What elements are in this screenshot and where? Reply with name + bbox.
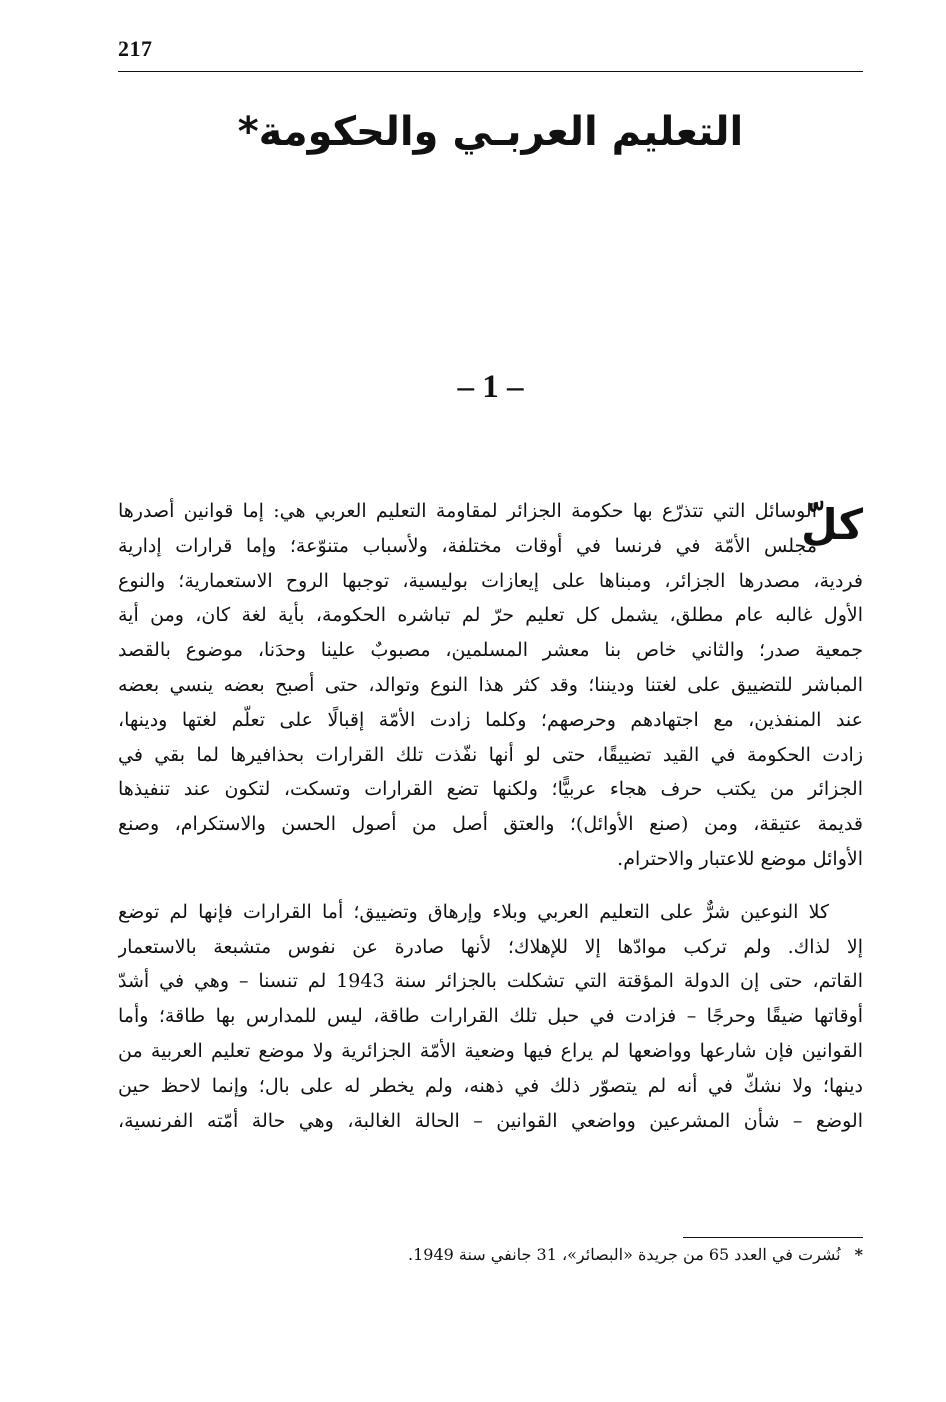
section-number: – 1 – xyxy=(457,369,524,405)
text-line: مجلس الأمّة في فرنسا في أوقات مختلفة، ولأسباب متنوّعة؛ وإما قرارات إدارية xyxy=(118,534,817,557)
paragraph-gap xyxy=(118,877,863,895)
chapter-title: التعليم العربـي والحكومة* xyxy=(237,109,744,155)
text-line: دينها؛ ولا نشكّ في أنه لم يتصوّر ذلك في ذهنه، ولم يخطر له على بال؛ وإنما لاحظ حين xyxy=(118,1074,863,1097)
footnote-text: نُشرت في العدد 65 من جريدة «البصائر»، 31 جانفي سنة 1949. xyxy=(407,1245,841,1264)
drop-cap: كلّ xyxy=(801,500,863,549)
text-line: إلا لذاك. ولم تركب موادّها إلا للإهلاك؛ لأنها صادرة عن نفوس متشبعة بالاستعمار xyxy=(118,935,863,958)
footnote-rule xyxy=(683,1237,863,1238)
text-line: كلا النوعين شرٌّ على التعليم العربي وبلاء وإرهاق وتضييق؛ أما القرارات فإنها لم توضع xyxy=(118,900,829,923)
text-line: فردية، مصدرها الجزائر، ومبناها على إيعازات بوليسية، توجبها الروح الاستعمارية؛ والنوع xyxy=(118,569,863,592)
body-text xyxy=(118,494,863,1138)
paragraph-1 xyxy=(118,494,863,877)
text-line: الأول غالبه عام مطلق، يشمل كل تعليم حرّ لم تباشره الحكومة، بأية لغة كان، ومن أية xyxy=(118,604,863,627)
footnote xyxy=(330,1240,863,1270)
footnote-marker: * xyxy=(854,1245,863,1264)
page-number: 217 xyxy=(118,36,153,61)
text-line: الأوائل موضع للاعتبار والاحترام. xyxy=(617,847,863,870)
drop-cap-lines xyxy=(118,494,863,564)
text-line: جمعية صدر؛ والثاني خاص بنا معشر المسلمين، مصبوبٌ علينا وحدَنا، موضوع بالقصد xyxy=(118,639,863,662)
text-line: الوسائل التي تتذرّع بها حكومة الجزائر لمقاومة التعليم العربي هي: إما قوانين أصدرها xyxy=(118,500,817,522)
text-line: أوقاتها ضيقًا وحرجًا – فزادت في حبل تلك القرارات طاقة، ليس للمدارس بها طاقة؛ وأما xyxy=(118,1005,863,1028)
text-line: الجزائر من يكتب حرف هجاء عربيًّا؛ ولكنها تضع القرارات وتسكت، لتكون عند تنفيذها xyxy=(118,778,863,801)
text-line: زادت الحكومة في القيد تضييقًا، حتى لو أنها نفّذت تلك القرارات بحذافيرها لما بقي في xyxy=(118,743,863,766)
text-line: الوضع – شأن المشرعين وواضعي القوانين – الحالة الغالبة، وهي حالة أمّته الفرنسية، xyxy=(118,1109,863,1132)
text-line: قديمة عتيقة، ومن (صنع الأوائل)؛ والعتق أصل من أصول الحسن والاستكرام، وصنع xyxy=(118,813,863,836)
text-line: المباشر للتضييق على لغتنا وديننا؛ وقد كثر هذا النوع وتوالد، حتى أصبح بعضه ينسي بعضه xyxy=(118,673,863,696)
header-rule xyxy=(118,71,863,72)
paragraph-2 xyxy=(118,895,863,1139)
text-line: القوانين فإن شارعها وواضعها لم يراع فيها وضعية الأمّة الجزائرية ولا موضع تعليم العربية من xyxy=(118,1039,863,1062)
text-line: عند المنفذين، مع اجتهادهم وحرصهم؛ وكلما زادت الأمّة إقبالًا على تعلّم لغتها ودينها، xyxy=(118,708,863,731)
text-line: القاتم، حتى إن الدولة المؤقتة التي تشكلت بالجزائر سنة 1943 لم تنسنا – وهي في أشدّ xyxy=(118,970,863,993)
